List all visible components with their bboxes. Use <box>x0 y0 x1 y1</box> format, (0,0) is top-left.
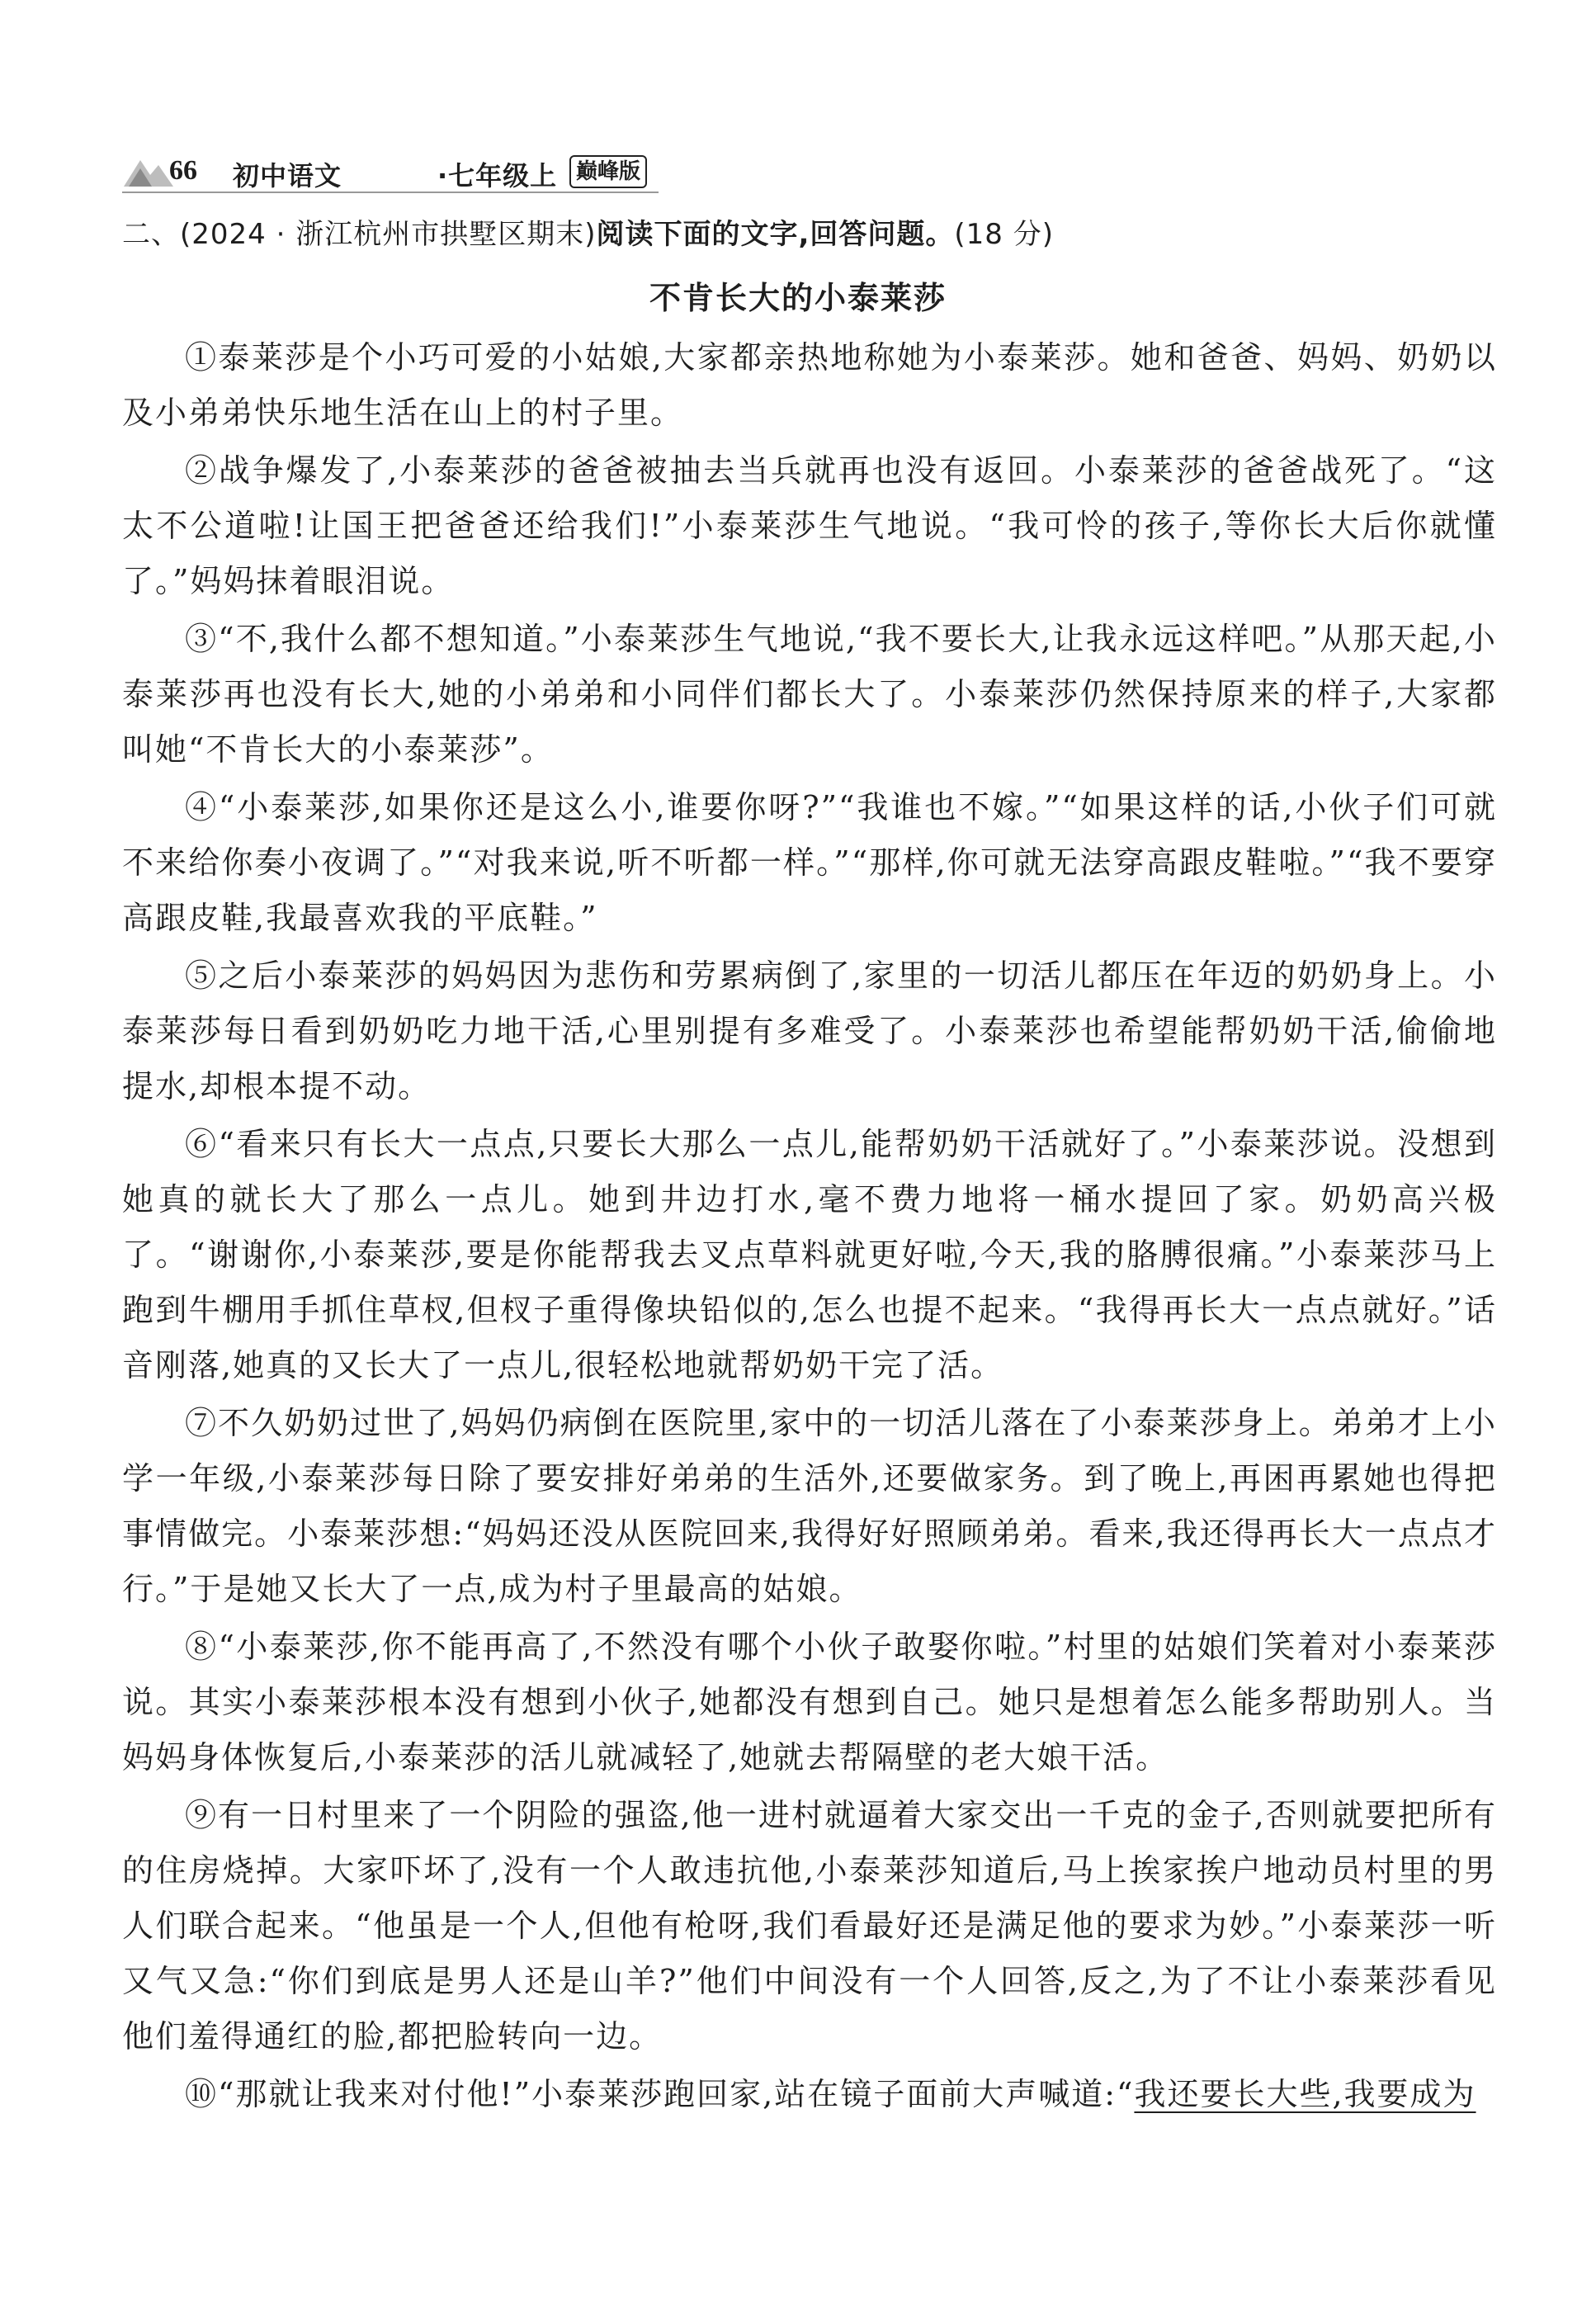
paragraph-10-text: ⑩“那就让我来对付他!”小泰莱莎跑回家,站在镜子面前大声喊道:“ <box>185 2076 1135 2112</box>
question-instruction: 阅读下面的文字,回答问题。 <box>596 218 955 251</box>
page-number: 66 <box>169 155 197 186</box>
edition-badge: 巅峰版 <box>569 155 647 188</box>
paragraph-7: ⑦不久奶奶过世了,妈妈仍病倒在医院里,家中的一切活儿落在了小泰莱莎身上。弟弟才上小学一年级,小泰莱莎每日除了要安排好弟弟的生活外,还要做家务。到了晚上,再困再累她也得把事情做完。小泰莱莎想:“妈妈还没从医院回来,我得好好照顾弟弟。看来,我还得再长大一点点才行。”于是她又长大了一点,成为村子里最高的姑娘。 <box>122 1405 1497 1607</box>
paragraph-8: ⑧“小泰莱莎,你不能再高了,不然没有哪个小伙子敢娶你啦。”村里的姑娘们笑着对小泰莱莎说。其实小泰莱莎根本没有想到小伙子,她都没有想到自己。她只是想着怎么能多帮助别人。当妈妈身体恢复后,小泰莱莎的活儿就减轻了,她就去帮隔壁的老大娘干活。 <box>122 1629 1497 1776</box>
paragraph-1: ①泰莱莎是个小巧可爱的小姑娘,大家都亲热地称她为小泰莱莎。她和爸爸、妈妈、奶奶以及小弟弟快乐地生活在山上的村子里。 <box>122 339 1497 431</box>
question-source: 二、(2024 · 浙江杭州市拱墅区期末) <box>122 218 597 251</box>
paragraph-4: ④“小泰莱莎,如果你还是这么小,谁要你呀?”“我谁也不嫁。”“如果这样的话,小伙子们可就不来给你奏小夜调了。”“对我来说,听不听都一样。”“那样,你可就无法穿高跟皮鞋啦。”“我不要穿高跟皮鞋,我最喜欢我的平底鞋。” <box>122 789 1497 936</box>
paragraph-9: ⑨有一日村里来了一个阴险的强盗,他一进村就逼着大家交出一千克的金子,否则就要把所有的住房烧掉。大家吓坏了,没有一个人敢违抗他,小泰莱莎知道后,马上挨家挨户地动员村里的男人们联合起来。“他虽是一个人,但他有枪呀,我们看最好还是满足他的要求为妙。”小泰莱莎一听又气又急:“你们到底是男人还是山羊?”他们中间没有一个人回答,反之,为了不让小泰莱莎看见他们羞得通红的脸,都把脸转向一边。 <box>122 1797 1497 2054</box>
article-body <box>122 330 1497 2125</box>
paragraph-2: ②战争爆发了,小泰莱莎的爸爸被抽去当兵就再也没有返回。小泰莱莎的爸爸战死了。“这太不公道啦!让国王把爸爸还给我们!”小泰莱莎生气地说。“我可怜的孩子,等你长大后你就懂了。”妈妈抹着眼泪说。 <box>122 452 1497 599</box>
grade-label: ·七年级上 <box>437 160 558 192</box>
underlined-sentence: 我还要长大些,我要成为 <box>1134 2076 1476 2112</box>
paragraph-10 <box>122 2067 1497 2122</box>
question-score: (18 分) <box>954 218 1055 251</box>
paragraph-6: ⑥“看来只有长大一点点,只要长大那么一点儿,能帮奶奶干活就好了。”小泰莱莎说。没想到她真的就长大了那么一点儿。她到井边打水,毫不费力地将一桶水提回了家。奶奶高兴极了。“谢谢你,小泰莱莎,要是你能帮我去叉点草料就更好啦,今天,我的胳膊很痛。”小泰莱莎马上跑到牛棚用手抓住草杈,但杈子重得像块铅似的,怎么也提不起来。“我得再长大一点点就好。”话音刚落,她真的又长大了一点儿,很轻松地就帮奶奶干完了活。 <box>122 1126 1497 1383</box>
paragraph-3: ③“不,我什么都不想知道。”小泰莱莎生气地说,“我不要长大,让我永远这样吧。”从那天起,小泰莱莎再也没有长大,她的小弟弟和小同伴们都长大了。小泰莱莎仍然保持原来的样子,大家都叫她“不肯长大的小泰莱莎”。 <box>122 621 1497 768</box>
question-heading <box>122 211 1054 252</box>
article-title: 不肯长大的小泰莱莎 <box>649 280 947 316</box>
header-divider <box>122 192 659 193</box>
book-title: 初中语文 <box>233 160 342 192</box>
paragraph-5: ⑤之后小泰莱莎的妈妈因为悲伤和劳累病倒了,家里的一切活儿都压在年迈的奶奶身上。小泰莱莎每日看到奶奶吃力地干活,心里别提有多难受了。小泰莱莎也希望能帮奶奶干活,偷偷地提水,却根本提不动。 <box>122 958 1497 1104</box>
